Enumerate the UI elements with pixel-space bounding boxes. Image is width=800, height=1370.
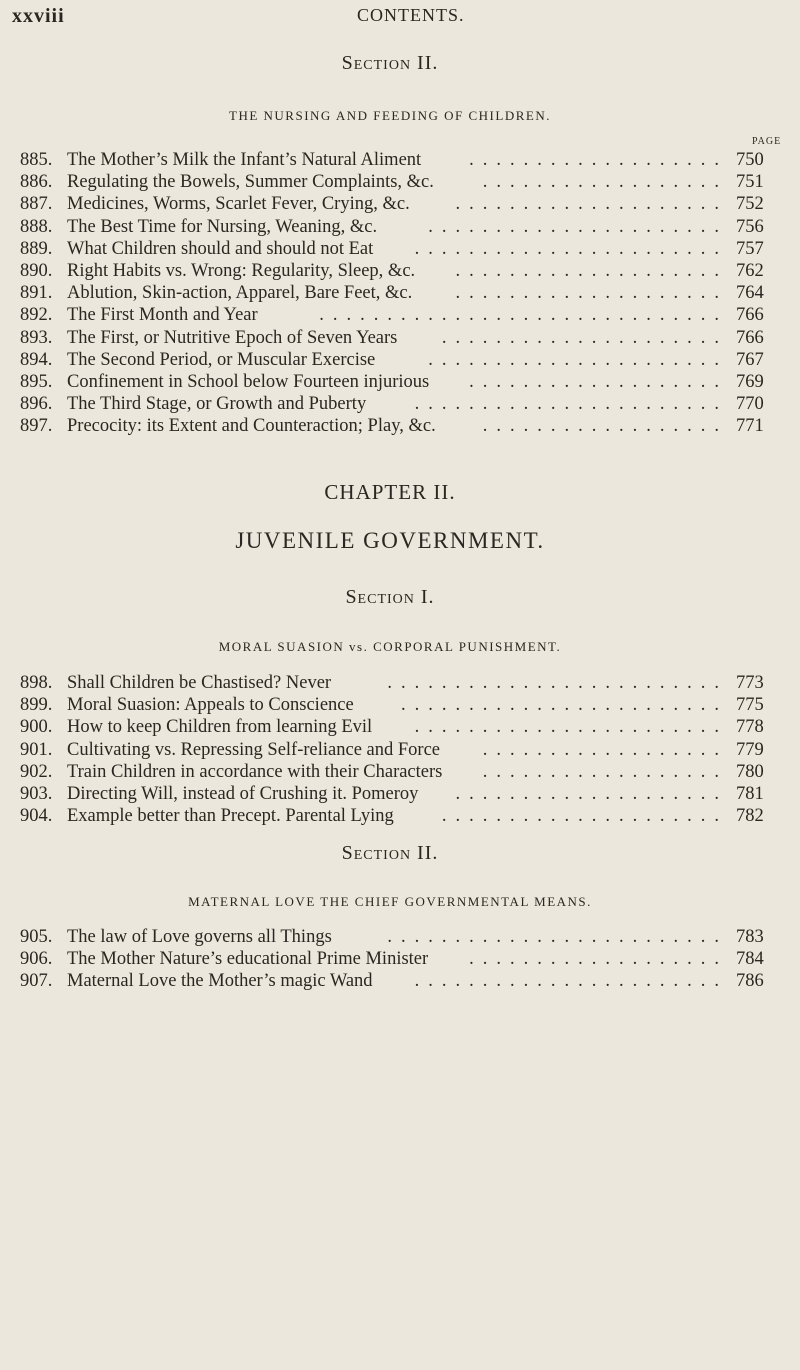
entry-number: 904. bbox=[20, 806, 53, 827]
entry-page: 781 bbox=[736, 783, 764, 804]
entry-page: 771 bbox=[736, 416, 764, 437]
section-subheading: MATERNAL LOVE THE CHIEF GOVERNMENTAL MEANS. bbox=[188, 894, 592, 909]
dot-leader: ..................... bbox=[441, 327, 728, 348]
dot-leader: .................... bbox=[455, 783, 728, 804]
dot-leader: .................... bbox=[455, 283, 728, 304]
running-head: CONTENTS. bbox=[357, 5, 465, 25]
entry-title: The Third Stage, or Growth and Puberty bbox=[67, 394, 367, 415]
section-subheading: MORAL SUASION vs. CORPORAL PUNISHMENT. bbox=[218, 639, 562, 654]
entry-page: 767 bbox=[736, 349, 764, 370]
entry-title: The First Month and Year bbox=[67, 305, 258, 326]
entry-number: 893. bbox=[20, 327, 53, 348]
entry-page: 766 bbox=[736, 327, 764, 348]
entry-title: Medicines, Worms, Scarlet Fever, Crying, &c. bbox=[67, 194, 410, 215]
section-subheading: THE NURSING AND FEEDING OF CHILDREN. bbox=[229, 108, 551, 123]
entry-title: Maternal Love the Mother’s magic Wand bbox=[67, 971, 373, 992]
toc-entry bbox=[20, 171, 788, 193]
entry-title: The Mother’s Milk the Infant’s Natural Aliment bbox=[67, 150, 422, 170]
entry-number: 890. bbox=[20, 260, 53, 281]
entry-number: 889. bbox=[20, 238, 53, 259]
entry-title: Ablution, Skin-action, Apparel, Bare Feet, &c. bbox=[67, 283, 413, 304]
page-header bbox=[0, 0, 800, 40]
entry-title: Cultivating vs. Repressing Self-reliance and Force bbox=[67, 739, 440, 760]
entry-title: Confinement in School below Fourteen injurious bbox=[67, 371, 430, 392]
dot-leader: ................... bbox=[469, 371, 728, 392]
toc-entry bbox=[20, 260, 788, 282]
entry-number: 895. bbox=[20, 371, 53, 392]
dot-leader: .............................. bbox=[319, 305, 728, 326]
entry-number: 907. bbox=[20, 971, 53, 992]
entry-title: Right Habits vs. Wrong: Regularity, Sleep, &c. bbox=[67, 260, 416, 281]
entry-title: Moral Suasion: Appeals to Conscience bbox=[67, 695, 354, 716]
toc-entry bbox=[20, 193, 788, 215]
toc-entry bbox=[20, 926, 788, 948]
entry-number: 888. bbox=[20, 216, 53, 237]
chapter-label: CHAPTER II. bbox=[324, 480, 456, 504]
entry-number: 896. bbox=[20, 394, 53, 415]
entry-title: Directing Will, instead of Crushing it. Pomeroy bbox=[67, 783, 419, 804]
chapter-title: JUVENILE GOVERNMENT. bbox=[235, 528, 545, 553]
entry-page: 757 bbox=[736, 238, 764, 259]
entry-title: The Mother Nature’s educational Prime Minister bbox=[67, 949, 429, 970]
toc-entry bbox=[20, 327, 788, 349]
toc-entry bbox=[20, 349, 788, 371]
dot-leader: ....................... bbox=[414, 238, 728, 259]
entry-page: 778 bbox=[736, 717, 764, 738]
entry-title: Regulating the Bowels, Summer Complaints, &c. bbox=[67, 172, 434, 193]
entry-page: 750 bbox=[736, 150, 764, 170]
entry-title: Train Children in accordance with their Characters bbox=[67, 761, 443, 782]
entry-page: 751 bbox=[736, 172, 764, 193]
toc-entry bbox=[20, 149, 788, 171]
toc-entry bbox=[20, 694, 788, 716]
entry-number: 902. bbox=[20, 761, 53, 782]
dot-leader: ..................... bbox=[441, 806, 728, 827]
toc-entry bbox=[20, 282, 788, 304]
toc-entry bbox=[20, 304, 788, 326]
entry-number: 899. bbox=[20, 695, 53, 716]
dot-leader: ....................... bbox=[414, 717, 728, 738]
entry-number: 905. bbox=[20, 927, 53, 947]
entry-page: 784 bbox=[736, 949, 764, 970]
dot-leader: .................. bbox=[482, 172, 728, 193]
entry-title: How to keep Children from learning Evil bbox=[67, 717, 373, 738]
toc-entry bbox=[20, 716, 788, 738]
entry-page: 782 bbox=[736, 806, 764, 827]
toc-entry bbox=[20, 238, 788, 260]
dot-leader: ................... bbox=[469, 150, 728, 170]
entry-number: 887. bbox=[20, 194, 53, 215]
page-number: xxviii bbox=[12, 5, 65, 27]
dot-leader: .................. bbox=[482, 416, 728, 437]
section-heading: Section II. bbox=[341, 842, 439, 864]
toc-entry bbox=[20, 970, 788, 992]
dot-leader: .................. bbox=[482, 739, 728, 760]
entry-page: 775 bbox=[736, 695, 764, 716]
entry-number: 900. bbox=[20, 717, 53, 738]
toc-entry bbox=[20, 415, 788, 437]
entry-title: What Children should and should not Eat bbox=[67, 238, 374, 259]
toc-entry bbox=[20, 739, 788, 761]
section-heading: Section I. bbox=[345, 586, 435, 608]
entry-number: 903. bbox=[20, 783, 53, 804]
entry-title: The Best Time for Nursing, Weaning, &c. bbox=[67, 216, 378, 237]
entry-title: Shall Children be Chastised? Never bbox=[67, 673, 332, 693]
toc-list bbox=[20, 149, 788, 437]
entry-page: 780 bbox=[736, 761, 764, 782]
toc-entry bbox=[20, 948, 788, 970]
entry-number: 906. bbox=[20, 949, 53, 970]
entry-number: 892. bbox=[20, 305, 53, 326]
entry-title: The Second Period, or Muscular Exercise bbox=[67, 349, 376, 370]
dot-leader: ......................... bbox=[387, 673, 728, 693]
dot-leader: ...................... bbox=[428, 349, 728, 370]
section-heading: Section II. bbox=[341, 52, 439, 74]
dot-leader: ......................... bbox=[387, 927, 728, 947]
dot-leader: ....................... bbox=[414, 394, 728, 415]
toc-entry bbox=[20, 393, 788, 415]
entry-page: 756 bbox=[736, 216, 764, 237]
entry-page: 764 bbox=[736, 283, 764, 304]
toc-entry bbox=[20, 371, 788, 393]
toc-entry bbox=[20, 216, 788, 238]
toc-list bbox=[20, 672, 788, 827]
dot-leader: ................... bbox=[469, 949, 728, 970]
toc-list bbox=[20, 926, 788, 993]
toc-entry bbox=[20, 672, 788, 694]
entry-page: 762 bbox=[736, 260, 764, 281]
entry-title: Precocity: its Extent and Counteraction; Play, &c. bbox=[67, 416, 436, 437]
entry-number: 894. bbox=[20, 349, 53, 370]
entry-page: 769 bbox=[736, 371, 764, 392]
dot-leader: ...................... bbox=[428, 216, 728, 237]
entry-number: 891. bbox=[20, 283, 53, 304]
entry-page: 752 bbox=[736, 194, 764, 215]
entry-page: 770 bbox=[736, 394, 764, 415]
dot-leader: ........................ bbox=[401, 695, 728, 716]
toc-entry bbox=[20, 805, 788, 827]
entry-number: 897. bbox=[20, 416, 53, 437]
page-column-label: PAGE bbox=[752, 136, 782, 147]
dot-leader: .................. bbox=[482, 761, 728, 782]
entry-page: 783 bbox=[736, 927, 764, 947]
entry-page: 786 bbox=[736, 971, 764, 992]
entry-title: The law of Love governs all Things bbox=[67, 927, 332, 947]
dot-leader: .................... bbox=[455, 260, 728, 281]
entry-number: 901. bbox=[20, 739, 53, 760]
entry-title: The First, or Nutritive Epoch of Seven Years bbox=[67, 327, 398, 348]
entry-number: 885. bbox=[20, 150, 53, 170]
toc-entry bbox=[20, 761, 788, 783]
entry-number: 898. bbox=[20, 673, 53, 693]
entry-page: 773 bbox=[736, 673, 764, 693]
entry-title: Example better than Precept. Parental Lying bbox=[67, 806, 394, 827]
dot-leader: .................... bbox=[455, 194, 728, 215]
entry-page: 779 bbox=[736, 739, 764, 760]
entry-number: 886. bbox=[20, 172, 53, 193]
dot-leader: ....................... bbox=[414, 971, 728, 992]
entry-page: 766 bbox=[736, 305, 764, 326]
toc-entry bbox=[20, 783, 788, 805]
